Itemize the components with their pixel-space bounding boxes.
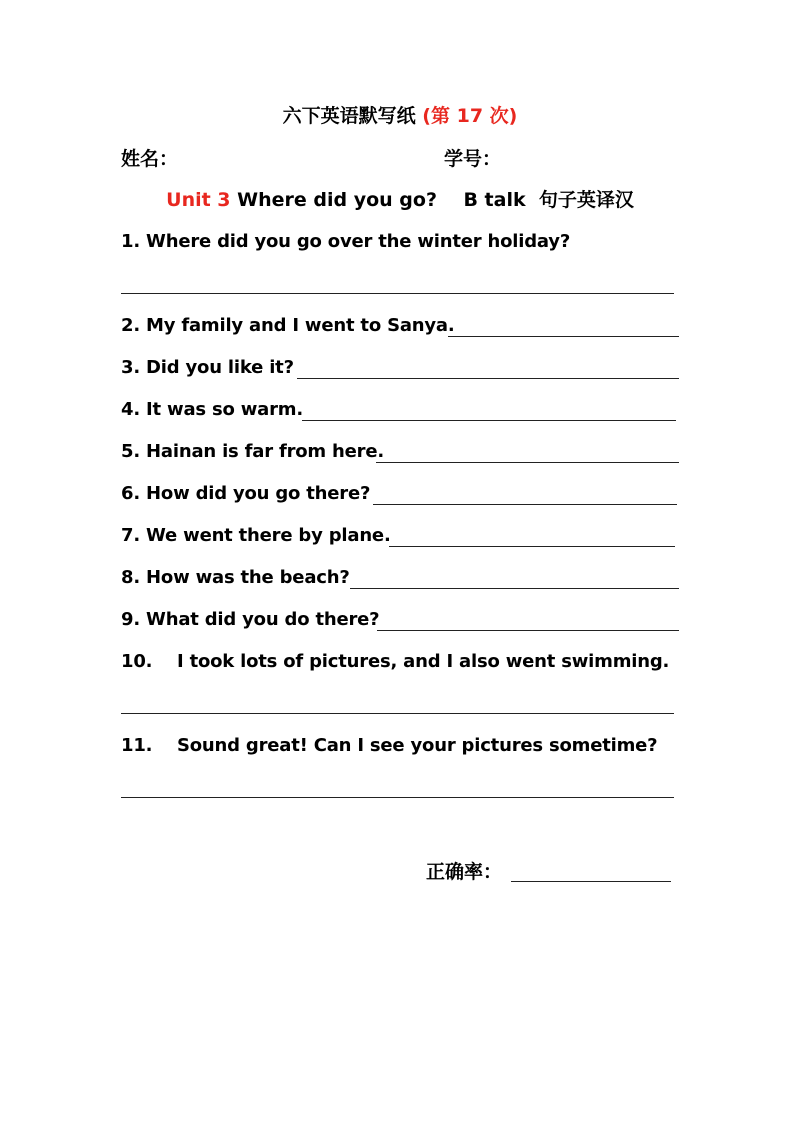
- answer-line-7[interactable]: [389, 546, 675, 547]
- sentence-item-11: [121, 733, 657, 759]
- sentence-text: What did you do there?: [146, 609, 380, 630]
- sentence-text: It was so warm.: [146, 399, 303, 420]
- page-title: [0, 102, 800, 130]
- unit-topic: Where did you go?: [230, 189, 437, 211]
- answer-line-5[interactable]: [376, 462, 679, 463]
- student-id-label: 学号：: [444, 148, 502, 170]
- sentence-number: 9.: [121, 609, 140, 630]
- sentence-item-4: [121, 397, 303, 423]
- sentence-text: How was the beach?: [146, 567, 350, 588]
- sentence-item-7: [121, 523, 391, 549]
- sentence-item-10: [121, 649, 669, 675]
- sentence-item-9: [121, 607, 379, 633]
- sentence-text: Hainan is far from here.: [146, 441, 384, 462]
- answer-line-1[interactable]: [121, 293, 674, 294]
- sentence-text: Where did you go over the winter holiday?: [146, 231, 571, 252]
- name-label: 姓名：: [121, 148, 179, 170]
- sentence-number: 11.: [121, 735, 153, 756]
- sentence-number: 3.: [121, 357, 140, 378]
- answer-line-2[interactable]: [448, 336, 679, 337]
- answer-line-10[interactable]: [121, 713, 674, 714]
- sentence-number: 2.: [121, 315, 140, 336]
- part-label: B talk: [463, 189, 526, 211]
- accuracy-label: 正确率：: [426, 861, 503, 883]
- sentence-number: 1.: [121, 231, 140, 252]
- sentence-item-6: [121, 481, 370, 507]
- answer-line-8[interactable]: [350, 588, 679, 589]
- sentence-text: My family and I went to Sanya.: [146, 315, 455, 336]
- sentence-text: We went there by plane.: [146, 525, 391, 546]
- title-count: (第 17 次): [422, 105, 518, 127]
- sentence-item-3: [121, 355, 294, 381]
- sentence-item-5: [121, 439, 384, 465]
- sentence-item-2: [121, 313, 455, 339]
- unit-label: Unit 3: [166, 189, 231, 211]
- answer-line-9[interactable]: [377, 630, 679, 631]
- task-label: 句子英译汉: [538, 189, 634, 211]
- sentence-item-1: [121, 229, 570, 255]
- answer-line-4[interactable]: [302, 420, 676, 421]
- sentence-text: Sound great! Can I see your pictures sometime?: [177, 735, 658, 756]
- sentence-text: Did you like it?: [146, 357, 294, 378]
- answer-line-11[interactable]: [121, 797, 674, 798]
- sentence-number: 6.: [121, 483, 140, 504]
- sentence-number: 7.: [121, 525, 140, 546]
- sentence-number: 4.: [121, 399, 140, 420]
- accuracy-line[interactable]: [511, 881, 671, 882]
- answer-line-3[interactable]: [297, 378, 679, 379]
- answer-line-6[interactable]: [373, 504, 677, 505]
- sentence-number: 10.: [121, 651, 153, 672]
- sentence-number: 8.: [121, 567, 140, 588]
- title-main: 六下英语默写纸: [282, 105, 416, 127]
- sentence-number: 5.: [121, 441, 140, 462]
- sentence-text: How did you go there?: [146, 483, 371, 504]
- unit-subtitle: [0, 186, 800, 214]
- sentence-item-8: [121, 565, 350, 591]
- sentence-text: I took lots of pictures, and I also went swimming.: [177, 651, 670, 672]
